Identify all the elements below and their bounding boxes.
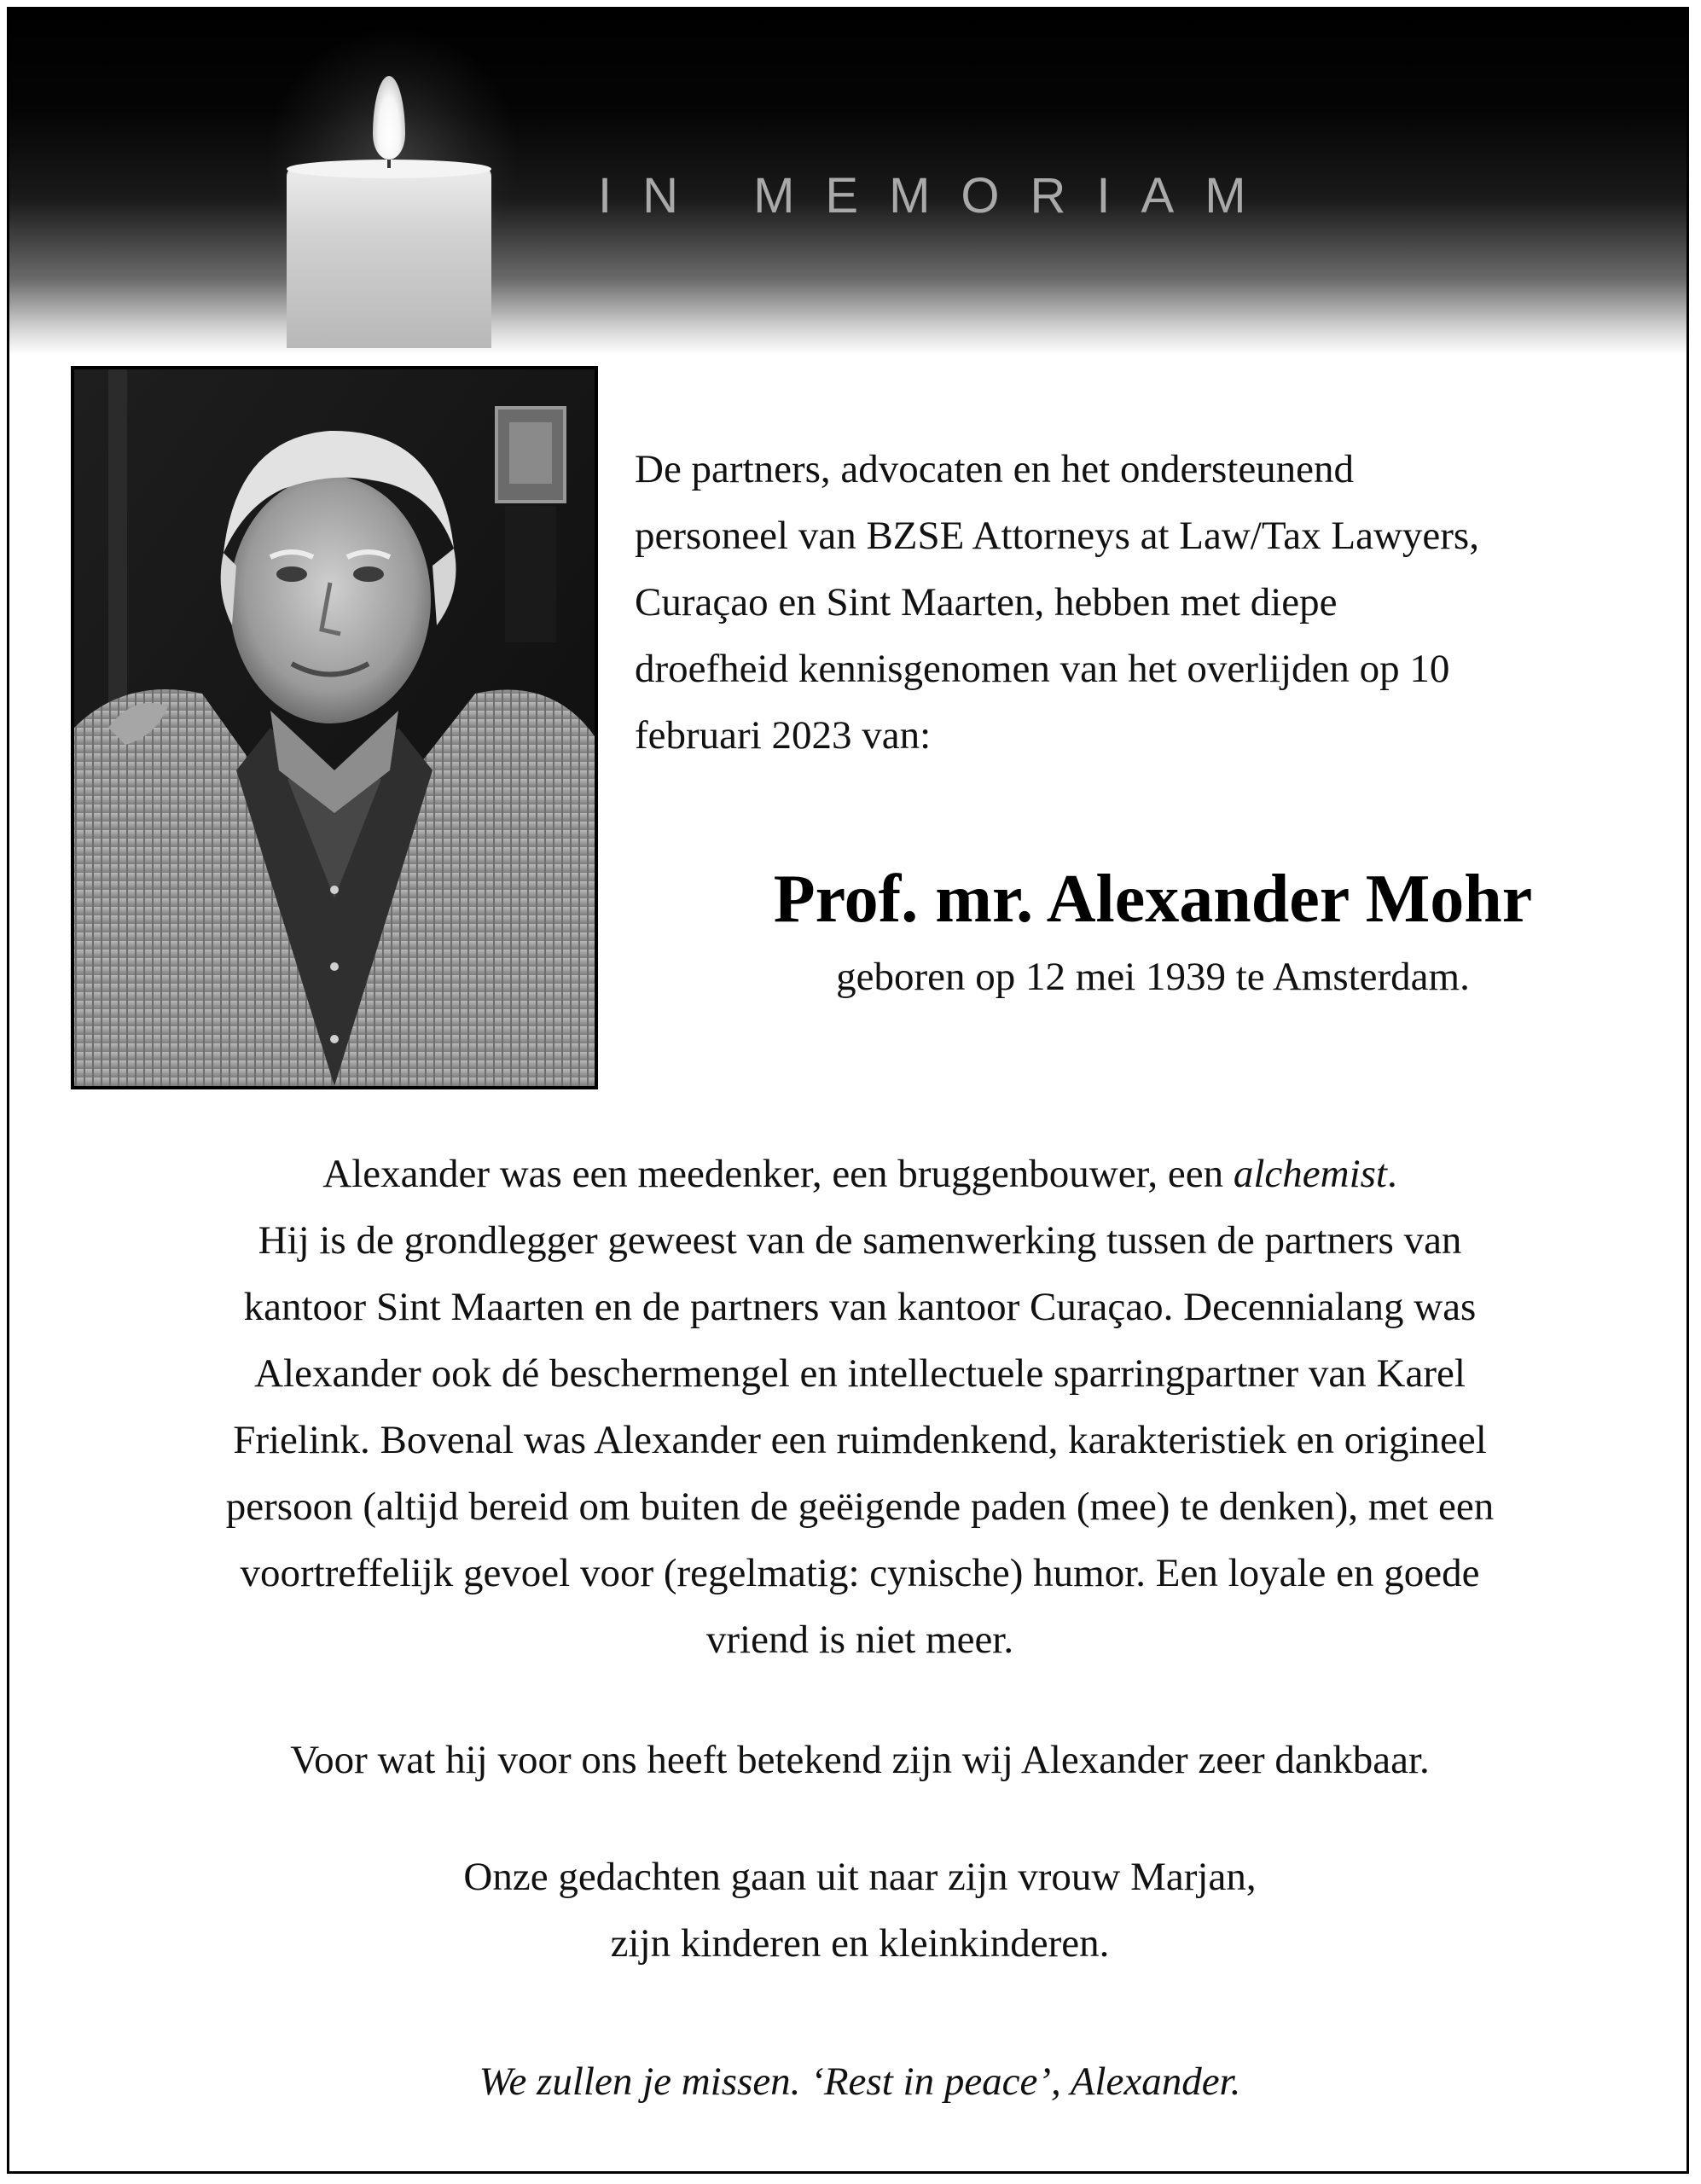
obituary-frame [7, 7, 1689, 2174]
intro-paragraph [635, 436, 1671, 769]
tribute-paragraph [61, 1141, 1659, 1673]
portrait-illustration [74, 369, 595, 1086]
tribute-text: . [1387, 1152, 1397, 1196]
tribute-emphasis: alchemist [1233, 1152, 1387, 1196]
thoughts-line: Onze gedachten gaan uit naar zijn vrouw Marjan, [463, 1855, 1257, 1899]
deceased-name: Prof. mr. Alexander Mohr [773, 862, 1533, 937]
memoriam-title: IN MEMORIAM [598, 168, 1277, 224]
thoughts-line: zijn kinderen en kleinkinderen. [610, 1921, 1110, 1966]
birth-details: geboren op 12 mei 1939 te Amsterdam. [836, 955, 1470, 999]
tribute-line: Hij is de grondlegger geweest van de samenwerking tussen de partners van [258, 1218, 1462, 1263]
portrait-photo [71, 366, 598, 1089]
tribute-line: Frielink. Bovenal was Alexander een ruimdenkend, karakteristiek en origineel [233, 1418, 1487, 1462]
tribute-line: vriend is niet meer. [705, 1618, 1014, 1662]
intro-line: Curaçao en Sint Maarten, hebben met diepe [635, 580, 1338, 624]
farewell-line: We zullen je missen. ‘Rest in peace’, Alexander. [479, 2059, 1241, 2104]
intro-line: De partners, advocaten en het ondersteunend [635, 447, 1355, 491]
intro-line: personeel van BZSE Attorneys at Law/Tax Lawyers, [635, 514, 1479, 558]
thoughts-paragraph [61, 1844, 1659, 1977]
candle-icon [287, 165, 491, 348]
tribute-line [61, 1141, 1659, 1207]
tribute-line: voortreffelijk gevoel voor (regelmatig: cynische) humor. Een loyale en goede [240, 1551, 1480, 1595]
tribute-line: kantoor Sint Maarten en de partners van kantoor Curaçao. Decennialang was [243, 1285, 1477, 1329]
tribute-line: Alexander ook dé beschermengel en intellectuele sparringpartner van Karel [254, 1351, 1466, 1396]
header-band [9, 9, 1686, 355]
intro-line: februari 2023 van: [635, 713, 932, 758]
intro-line: droefheid kennisgenomen van het overlijden op 10 [635, 647, 1450, 691]
gratitude-line: Voor wat hij voor ons heeft betekend zijn wij Alexander zeer dankbaar. [290, 1738, 1430, 1782]
tribute-line: persoon (altijd bereid om buiten de geëigende paden (mee) te denken), met een [225, 1484, 1495, 1529]
tribute-text: Alexander was een meedenker, een bruggenbouwer, een [322, 1152, 1234, 1196]
